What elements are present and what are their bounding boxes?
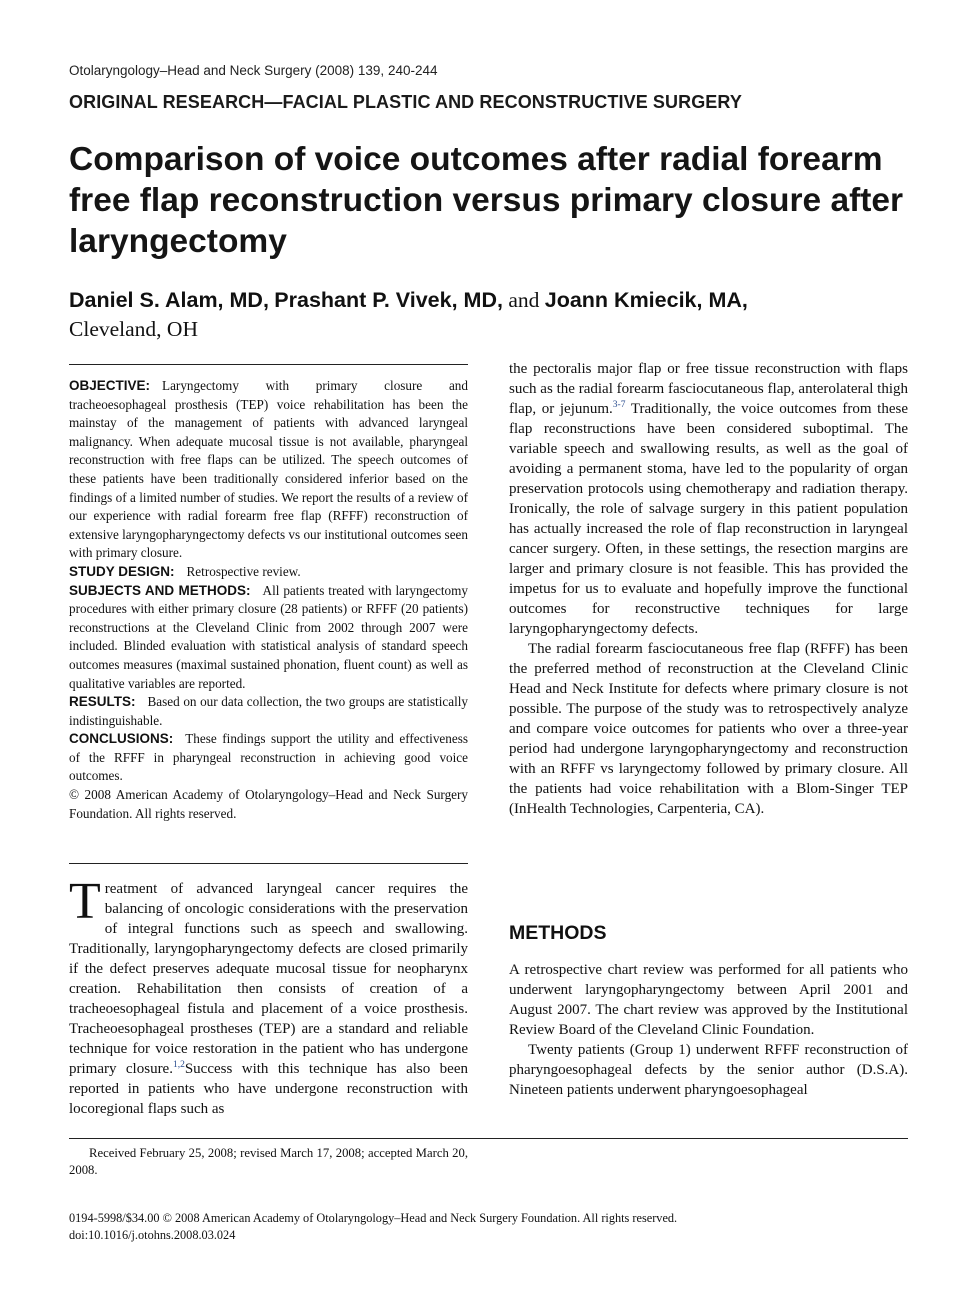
- subjects-text: All patients treated with laryngectomy procedures with either primary closure (28 patients) or RFFF (20 patients) reconstructions at the Cleveland Clinic from 2002 through 2007 were included. Blinded evaluation with statistical analysis of standard speech outcomes measures (maximal sustained phonation, fluent count) as well as qualitative variables are reported.: [69, 582, 468, 691]
- footer-copyright: 0194-5998/$34.00 © 2008 American Academy of Otolaryngology–Head and Neck Surgery Foundation. All rights reserved.: [69, 1211, 678, 1225]
- objective-label: OBJECTIVE:: [69, 378, 151, 393]
- abstract-subjects: [69, 582, 468, 694]
- abstract-design: [69, 563, 468, 582]
- abstract: [69, 377, 468, 823]
- abstract-copyright: © 2008 American Academy of Otolaryngology–Head and Neck Surgery Foundation. All rights reserved.: [69, 787, 468, 821]
- author-kmiecik[interactable]: Joann Kmiecik, MA,: [544, 288, 748, 312]
- results-text: Based on our data collection, the two groups are statistically indistinguishable.: [69, 694, 468, 728]
- intro-text-a: reatment of advanced laryngeal cancer requires the balancing of oncologic considerations with the preservation of integral functions such as speech and swallowing. Traditionally, laryngopharyngectomy defects are closed primarily if the defect preserves adequate mucosal tissue for neopharynx creation. Rehabilitation then consists of creation of a tracheoesophageal fistula and placement of a voice prosthesis. Tracheoesophageal prostheses (TEP) are a standard and reliable technique for voice restoration in the patient who has undergone primary closure.: [69, 881, 468, 1077]
- methods-heading: METHODS: [509, 922, 607, 944]
- reference-link-1-2[interactable]: 1,2: [172, 1060, 185, 1070]
- author-list: [69, 288, 748, 313]
- results-label: RESULTS:: [69, 694, 136, 710]
- abstract-results: [69, 693, 468, 730]
- author-conjunction: and: [508, 288, 540, 312]
- author-alam[interactable]: Daniel S. Alam, MD,: [69, 288, 269, 312]
- abstract-bottom-rule: [69, 863, 468, 864]
- subjects-label: SUBJECTS AND METHODS:: [69, 582, 251, 598]
- intro-text-c: Traditionally, the voice outcomes from these flap reconstructions have been considered suboptimal. The variable speech and swallowing results, as well as the goal of avoiding a permanent stoma, have led to the popularity of organ preservation protocols using chemotherapy and radiation therapy. Ironically, the role of salvage surgery in this patient population has actually increased the role of flap reconstruction in laryngeal cancer surgery. Often, in these settings, the resection margins are larger and primary closure is not feasible. This has provided the impetus for us to evaluate and hopefully improve the functional outcomes for reconstructive techniques for large laryngopharyngectomy defects.: [509, 401, 908, 637]
- abstract-conclusions: [69, 730, 468, 786]
- abstract-top-rule: [69, 364, 468, 365]
- author-location: Cleveland, OH: [69, 317, 198, 341]
- intro-paragraph-1-continued: [509, 359, 908, 639]
- conclusions-label: CONCLUSIONS:: [69, 731, 174, 747]
- intro-paragraph-1-start: [69, 873, 468, 1119]
- intro-text-b: Success with this technique has also been reported in patients who have undergone reconstruction with locoregional flaps such as: [69, 1061, 468, 1117]
- body-column-left: [69, 873, 468, 1119]
- methods-body: [509, 960, 908, 1100]
- received-dates: Received February 25, 2008; revised March 17, 2008; accepted March 20, 2008.: [69, 1146, 468, 1177]
- body-column-right: [509, 359, 908, 819]
- design-label: STUDY DESIGN:: [69, 563, 175, 579]
- footnote-rule: [69, 1138, 908, 1139]
- methods-paragraph-2: Twenty patients (Group 1) underwent RFFF reconstruction of pharyngoesophageal defects by the senior author (D.S.A). Nineteen patients underwent pharyngoesophageal: [509, 1042, 908, 1098]
- footer: [69, 1210, 677, 1244]
- journal-citation: Otolaryngology–Head and Neck Surgery (2008) 139, 240-244: [69, 63, 438, 78]
- methods-paragraph-1: A retrospective chart review was performed for all patients who underwent laryngopharyngectomy between April 2001 and August 2007. The chart review was approved by the Institutional Review Board of the Cleveland Clinic Foundation.: [509, 962, 908, 1038]
- reference-link-3-7[interactable]: 3-7: [612, 400, 626, 410]
- abstract-objective: [69, 377, 468, 563]
- drop-cap: T: [69, 873, 101, 930]
- intro-paragraph-2: The radial forearm fasciocutaneous free flap (RFFF) has been the preferred method of reconstruction at the Cleveland Clinic Head and Neck Institute for defects where primary closure is not possible. The purpose of the study was to retrospectively analyze and compare voice outcomes for patients who over a three-year period had undergone laryngopharyngectomy and reconstruction with an RFFF vs laryngectomy followed by primary closure. All the patients had voice rehabilitation with a Blom-Singer TEP (InHealth Technologies, Carpenteria, CA).: [509, 641, 908, 817]
- design-text: Retrospective review.: [186, 563, 301, 579]
- footer-doi[interactable]: doi:10.1016/j.otohns.2008.03.024: [69, 1228, 236, 1242]
- intro-text-b-cont: the pectoralis major flap or free tissue reconstruction with flaps such as the radial forearm fasciocutaneous flap, anterolateral thigh flap, or jejunum.: [509, 361, 908, 417]
- section-heading: ORIGINAL RESEARCH—FACIAL PLASTIC AND RECONSTRUCTIVE SURGERY: [69, 92, 742, 112]
- article-title: Comparison of voice outcomes after radial forearm free flap reconstruction versus primary closure after laryngectomy: [69, 141, 904, 260]
- author-vivek[interactable]: Prashant P. Vivek, MD,: [274, 288, 503, 312]
- conclusions-text: These findings support the utility and effectiveness of the RFFF in pharyngeal reconstruction in achieving good voice outcomes.: [69, 731, 468, 784]
- objective-text: Laryngectomy with primary closure and tracheoesophageal prosthesis (TEP) voice rehabilitation has been the mainstay of the management of patients with advanced laryngeal malignancy. When adequate mucosal tissue is not available, pharyngeal reconstruction with free flaps can be utilized. The speech outcomes of these patients have been traditionally considered inferior based on the findings of a limited number of studies. We report the results of a review of our experience with radial forearm free flap (RFFF) reconstruction of extensive laryngopharyngectomy defects vs our institutional outcomes seen with primary closure.: [69, 378, 468, 561]
